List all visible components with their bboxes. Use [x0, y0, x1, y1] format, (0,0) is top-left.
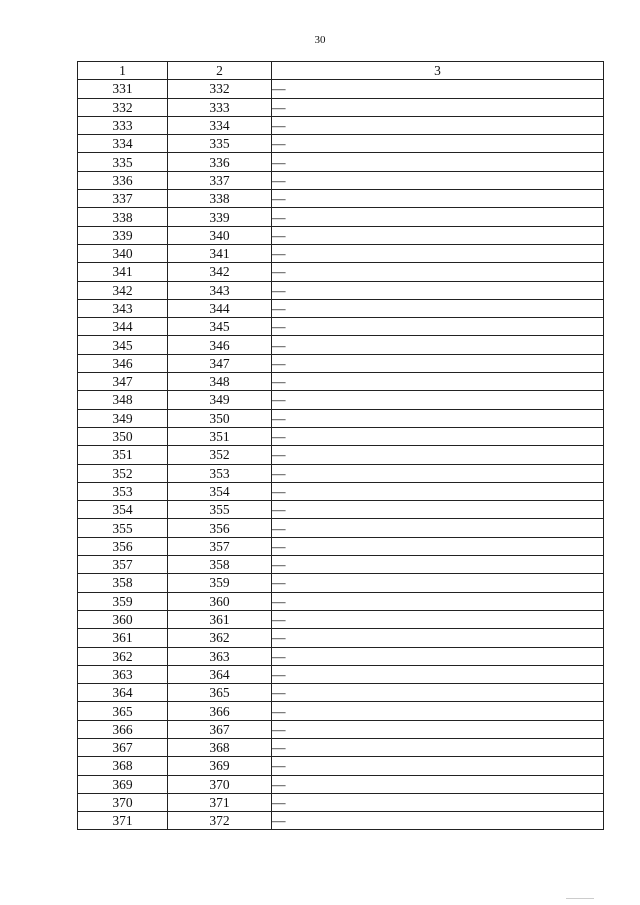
table-cell-col-2: 341 [168, 244, 272, 262]
table-cell-col-1: 363 [78, 665, 168, 683]
table-cell-col-3: — [272, 318, 604, 336]
data-table [77, 61, 604, 830]
column-header-3: 3 [272, 62, 604, 80]
table-row [78, 116, 604, 134]
table-row [78, 537, 604, 555]
table-cell-col-1: 332 [78, 98, 168, 116]
table-row [78, 244, 604, 262]
table-row [78, 647, 604, 665]
table-row [78, 208, 604, 226]
table-cell-col-3: — [272, 501, 604, 519]
table-row [78, 190, 604, 208]
table-row [78, 812, 604, 830]
table-cell-col-3: — [272, 116, 604, 134]
table-cell-col-3: — [272, 263, 604, 281]
table-row [78, 464, 604, 482]
table-row [78, 263, 604, 281]
table-row [78, 153, 604, 171]
table-cell-col-3: — [272, 482, 604, 500]
table-row [78, 354, 604, 372]
table-cell-col-1: 334 [78, 135, 168, 153]
table-cell-col-3: — [272, 153, 604, 171]
table-cell-col-3: — [272, 793, 604, 811]
table-cell-col-2: 336 [168, 153, 272, 171]
table-cell-col-2: 332 [168, 80, 272, 98]
scan-mark [566, 898, 594, 899]
table-cell-col-2: 351 [168, 427, 272, 445]
table-cell-col-3: — [272, 391, 604, 409]
table-cell-col-1: 350 [78, 427, 168, 445]
table-row [78, 336, 604, 354]
table-cell-col-1: 353 [78, 482, 168, 500]
table-cell-col-2: 344 [168, 299, 272, 317]
table-cell-col-3: — [272, 190, 604, 208]
table-row [78, 80, 604, 98]
table-cell-col-2: 339 [168, 208, 272, 226]
table-row [78, 610, 604, 628]
table-row [78, 793, 604, 811]
table-cell-col-1: 339 [78, 226, 168, 244]
table-cell-col-2: 371 [168, 793, 272, 811]
table-cell-col-2: 334 [168, 116, 272, 134]
table-cell-col-1: 366 [78, 720, 168, 738]
table-cell-col-2: 354 [168, 482, 272, 500]
table-cell-col-3: — [272, 812, 604, 830]
table-cell-col-2: 355 [168, 501, 272, 519]
table-cell-col-2: 353 [168, 464, 272, 482]
table-row [78, 318, 604, 336]
table-cell-col-3: — [272, 702, 604, 720]
table-cell-col-3: — [272, 537, 604, 555]
table-cell-col-1: 368 [78, 757, 168, 775]
table-cell-col-1: 345 [78, 336, 168, 354]
table-row [78, 446, 604, 464]
table-cell-col-1: 347 [78, 373, 168, 391]
table-cell-col-2: 357 [168, 537, 272, 555]
table-cell-col-3: — [272, 519, 604, 537]
table-cell-col-1: 338 [78, 208, 168, 226]
table-row [78, 629, 604, 647]
table-cell-col-2: 358 [168, 556, 272, 574]
table-cell-col-2: 368 [168, 738, 272, 756]
table-cell-col-2: 372 [168, 812, 272, 830]
table-row [78, 592, 604, 610]
table-cell-col-3: — [272, 574, 604, 592]
table-cell-col-2: 337 [168, 171, 272, 189]
table-row [78, 720, 604, 738]
table-cell-col-3: — [272, 629, 604, 647]
table-row [78, 665, 604, 683]
table-row [78, 702, 604, 720]
table-row [78, 757, 604, 775]
table-cell-col-2: 369 [168, 757, 272, 775]
table-cell-col-1: 343 [78, 299, 168, 317]
table-cell-col-1: 346 [78, 354, 168, 372]
table-cell-col-1: 335 [78, 153, 168, 171]
table-row [78, 373, 604, 391]
table-row [78, 556, 604, 574]
table-row [78, 299, 604, 317]
table-cell-col-3: — [272, 720, 604, 738]
table-cell-col-1: 357 [78, 556, 168, 574]
table-cell-col-1: 336 [78, 171, 168, 189]
table-cell-col-1: 344 [78, 318, 168, 336]
column-header-2: 2 [168, 62, 272, 80]
table-cell-col-3: — [272, 647, 604, 665]
table-cell-col-3: — [272, 208, 604, 226]
table-cell-col-2: 350 [168, 409, 272, 427]
table-cell-col-2: 349 [168, 391, 272, 409]
table-cell-col-1: 361 [78, 629, 168, 647]
table-header-row [78, 62, 604, 80]
table-cell-col-2: 340 [168, 226, 272, 244]
table-cell-col-1: 356 [78, 537, 168, 555]
table-cell-col-1: 367 [78, 738, 168, 756]
table-cell-col-2: 348 [168, 373, 272, 391]
table-cell-col-1: 351 [78, 446, 168, 464]
table-cell-col-1: 340 [78, 244, 168, 262]
table-row [78, 391, 604, 409]
table-row [78, 482, 604, 500]
table-cell-col-3: — [272, 775, 604, 793]
table-cell-col-2: 360 [168, 592, 272, 610]
table-cell-col-1: 333 [78, 116, 168, 134]
table-cell-col-3: — [272, 373, 604, 391]
table-cell-col-3: — [272, 299, 604, 317]
table-cell-col-2: 366 [168, 702, 272, 720]
column-header-1: 1 [78, 62, 168, 80]
table-row [78, 281, 604, 299]
table-cell-col-2: 364 [168, 665, 272, 683]
table-cell-col-2: 362 [168, 629, 272, 647]
table-cell-col-3: — [272, 354, 604, 372]
table-cell-col-3: — [272, 446, 604, 464]
table-row [78, 135, 604, 153]
table-cell-col-3: — [272, 738, 604, 756]
table-cell-col-3: — [272, 684, 604, 702]
table-cell-col-2: 345 [168, 318, 272, 336]
table-row [78, 427, 604, 445]
table-cell-col-2: 335 [168, 135, 272, 153]
table-cell-col-3: — [272, 592, 604, 610]
table-cell-col-2: 367 [168, 720, 272, 738]
table-cell-col-3: — [272, 226, 604, 244]
table-row [78, 738, 604, 756]
page-number: 30 [314, 34, 326, 46]
table-cell-col-3: — [272, 135, 604, 153]
table-cell-col-3: — [272, 757, 604, 775]
table-cell-col-2: 352 [168, 446, 272, 464]
table-cell-col-1: 369 [78, 775, 168, 793]
table-cell-col-3: — [272, 409, 604, 427]
table-cell-col-1: 331 [78, 80, 168, 98]
table-body [78, 80, 604, 830]
table-cell-col-3: — [272, 464, 604, 482]
table-cell-col-2: 342 [168, 263, 272, 281]
table-row [78, 684, 604, 702]
table-cell-col-3: — [272, 80, 604, 98]
table-cell-col-1: 354 [78, 501, 168, 519]
table-cell-col-3: — [272, 427, 604, 445]
table-cell-col-1: 371 [78, 812, 168, 830]
table-cell-col-3: — [272, 171, 604, 189]
table-cell-col-3: — [272, 244, 604, 262]
table-cell-col-2: 343 [168, 281, 272, 299]
table-cell-col-1: 364 [78, 684, 168, 702]
table-cell-col-2: 347 [168, 354, 272, 372]
table-row [78, 574, 604, 592]
table-cell-col-2: 359 [168, 574, 272, 592]
table-row [78, 226, 604, 244]
table-cell-col-3: — [272, 556, 604, 574]
table-cell-col-1: 348 [78, 391, 168, 409]
table-cell-col-1: 362 [78, 647, 168, 665]
table-row [78, 98, 604, 116]
table-row [78, 409, 604, 427]
table-cell-col-1: 355 [78, 519, 168, 537]
table-cell-col-2: 346 [168, 336, 272, 354]
table-row [78, 775, 604, 793]
table-cell-col-2: 333 [168, 98, 272, 116]
table-cell-col-1: 342 [78, 281, 168, 299]
table-cell-col-1: 370 [78, 793, 168, 811]
table-cell-col-3: — [272, 610, 604, 628]
table-row [78, 171, 604, 189]
table-cell-col-1: 337 [78, 190, 168, 208]
table-cell-col-1: 365 [78, 702, 168, 720]
table-cell-col-2: 356 [168, 519, 272, 537]
table-cell-col-1: 352 [78, 464, 168, 482]
table-cell-col-2: 365 [168, 684, 272, 702]
table-cell-col-2: 363 [168, 647, 272, 665]
table-cell-col-1: 349 [78, 409, 168, 427]
table-cell-col-1: 341 [78, 263, 168, 281]
table-cell-col-2: 370 [168, 775, 272, 793]
table-cell-col-3: — [272, 336, 604, 354]
table-cell-col-3: — [272, 665, 604, 683]
table-cell-col-2: 338 [168, 190, 272, 208]
table-cell-col-1: 359 [78, 592, 168, 610]
table-row [78, 519, 604, 537]
table-cell-col-2: 361 [168, 610, 272, 628]
table-cell-col-1: 358 [78, 574, 168, 592]
table-row [78, 501, 604, 519]
table-cell-col-3: — [272, 98, 604, 116]
table-cell-col-1: 360 [78, 610, 168, 628]
table-cell-col-3: — [272, 281, 604, 299]
